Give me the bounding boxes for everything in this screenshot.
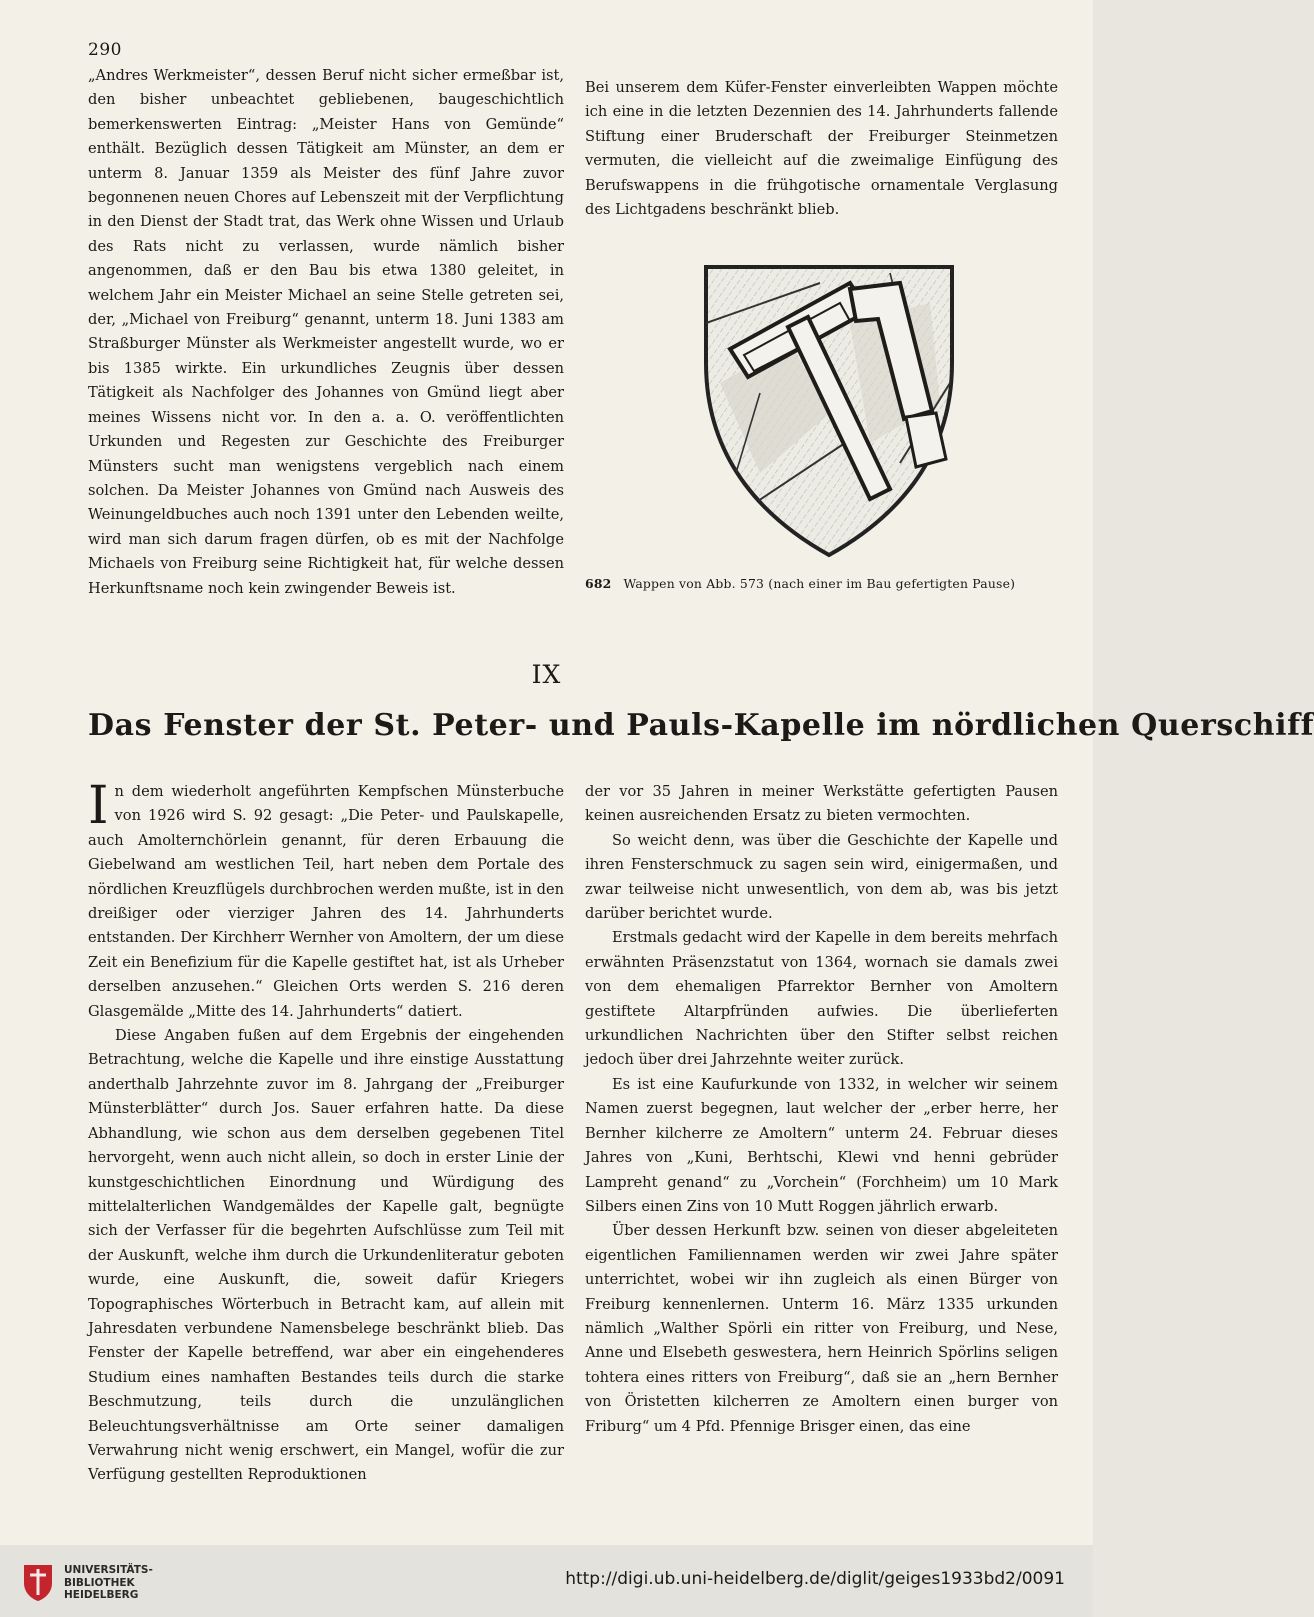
stonemason-shield-image	[700, 263, 958, 563]
source-url-link[interactable]: http://digi.ub.uni-heidelberg.de/diglit/geiges1933bd2/0091	[565, 1569, 1065, 1589]
text-column-bottom-left	[88, 776, 564, 1488]
footer-bar	[0, 1545, 1093, 1617]
chapter-title: Das Fenster der St. Peter- und Pauls-Kapelle im nördlichen Querschiff	[88, 708, 1314, 743]
library-name-line: HEIDELBERG	[64, 1589, 139, 1601]
paragraph: Es ist eine Kaufurkunde von 1332, in welcher wir seinem Namen zuerst begegnen, laut welcher der „erber herre, her Bernher kilcherre ze Amoltern“ unterm 24. Februar dieses Jahres von „Kuni, Berhtschi, Klewi vnd henni gebrüder Lampreht genand“ zu „Vorchein“ (Forchheim) um 10 Mark Silbers einen Zins von 10 Mutt Roggen jährlich erwarb.	[585, 1075, 1058, 1215]
page-number: 290	[88, 40, 122, 60]
paragraph: Bei unserem dem Küfer-Fenster einverleibten Wappen möchte ich eine in die letzten Dezennien des 14. Jahrhunderts fallende Stiftung einer Bruderschaft der Freiburger Steinmetzen vermuten, die vielleicht auf die zweimalige Einfügung des Berufswappens in die frühgotische ornamentale Verglasung des Lichtgadens beschränkt blieb.	[585, 79, 1058, 219]
library-logo-icon	[22, 1561, 54, 1603]
paragraph: Erstmals gedacht wird der Kapelle in dem bereits mehrfach erwähnten Präsenzstatut von 1364, wornach sie damals zwei von dem ehemaligen Pfarrektor Bernher von Amoltern gestiftete Altarpfründen aufwies. Die überlieferten urkundlichen Nachrichten über den Stifter selbst reichen jedoch über drei Jahrzehnte weiter zurück.	[585, 929, 1058, 1069]
chapter-numeral: IX	[531, 660, 562, 689]
text-column-top-left	[88, 64, 564, 601]
paragraph: der vor 35 Jahren in meiner Werkstätte gefertigten Pausen keinen ausreichenden Ersatz zu bieten vermochten.	[585, 783, 1058, 825]
drop-cap: I	[88, 776, 109, 836]
paragraph: Diese Angaben fußen auf dem Ergebnis der eingehenden Betrachtung, welche die Kapelle und ihre einstige Ausstattung anderthalb Jahrzehnte zuvor im 8. Jahrgang der „Freiburger Münsterblätter“ durch Jos. Sauer erfahren hatte. Da diese Abhandlung, wie schon aus dem derselben gegebenen Titel hervorgeht, wenn auch nicht allein, so doch in erster Linie der kunstgeschichtlichen Einordnung und Würdigung des mittelalterlichen Wandgemäldes der Kapelle galt, begnügte sich der Verfasser für die begehrten Aufschlüsse zum Teil mit der Auskunft, welche ihm durch die Urkundenliteratur geboten wurde, eine Auskunft, die, soweit dafür Kriegers Topographisches Wörterbuch in Betracht kam, auf allein mit Jahresdaten verbundene Namensbelege beschränkt blieb. Das Fenster der Kapelle betreffend, war aber ein eingehenderes Studium eines namhaften Bestandes teils durch die starke Beschmutzung, teils durch die unzulänglichen Beleuchtungsverhältnisse am Orte seiner damaligen Verwahrung nicht wenig erschwert, ein Mangel, wofür die zur Verfügung gestellten Reproduktionen	[88, 1027, 564, 1484]
paragraph: „Andres Werkmeister“, dessen Beruf nicht sicher ermeßbar ist, den bisher unbeachtet gebliebenen, baugeschichtlich bemerkenswerten Eintrag: „Meister Hans von Gemünde“ enthält. Bezüglich dessen Tätigkeit am Münster, an dem er unterm 8. Januar 1359 als Meister des fünf Jahre zuvor begonnenen neuen Chores auf Lebenszeit mit der Verpflichtung in den Dienst der Stadt trat, das Werk ohne Wissen und Urlaub des Rats nicht zu verlassen, wurde nämlich bisher angenommen, daß er den Bau bis etwa 1380 geleitet, in welchem Jahr ein Meister Michael an seine Stelle getreten sei, der, „Michael von Freiburg“ genannt, unterm 18. Juni 1383 am Straßburger Münster als Werkmeister angestellt wurde, wo er bis 1385 wirkte. Ein urkundliches Zeugnis über dessen Tätigkeit als Nachfolger des Johannes von Gmünd liegt aber meines Wissens nicht vor. In den a. a. O. veröffentlichten Urkunden und Regesten zur Geschichte des Freiburger Münsters sucht man wenigstens vergeblich nach einem solchen. Da Meister Johannes von Gmünd nach Ausweis des Weinungeldbuches auch noch 1391 unter den Lebenden weilte, wird man sich darum fragen dürfen, ob es mit der Nachfolge Michaels von Freiburg seine Richtigkeit hat, für welche dessen Herkunftsname noch kein zwingender Beweis ist.	[88, 67, 564, 597]
figure-number: 682	[585, 576, 612, 591]
paragraph-group	[88, 776, 564, 1488]
library-name-line: BIBLIOTHEK	[64, 1576, 135, 1589]
library-name-line: UNIVERSITÄTS-	[64, 1564, 153, 1576]
paragraph-group	[585, 780, 1058, 1439]
paragraph: n dem wiederholt angeführten Kempfschen Münsterbuche von 1926 wird S. 92 gesagt: „Die Peter- und Paulskapelle, auch Amolternchörlein genannt, für deren Erbauung die Giebelwand am westlichen Teil, hart neben dem Portale des nördlichen Kreuzflügels durchbrochen werden mußte, ist in den dreißiger oder vierziger Jahren des 14. Jahrhunderts entstanden. Der Kirchherr Wernher von Amoltern, der um diese Zeit ein Benefizium für die Kapelle gestiftet hat, ist als Urheber derselben anzusehen.“ Gleichen Orts werden S. 216 deren Glasgemälde „Mitte des 14. Jahrhunderts“ datiert.	[88, 783, 564, 1020]
paragraph: Über dessen Herkunft bzw. seinen von dieser abgeleiteten eigentlichen Familiennamen werden wir zwei Jahre später unterrichtet, wobei wir ihn zugleich als einen Bürger von Freiburg kennenlernen. Unterm 16. März 1335 urkunden nämlich „Walther Spörli ein ritter von Freiburg, und Nese, Anne und Elsebeth geswestera, hern Heinrich Spörlins seligen tohtera eines ritters von Freiburg“, daß sie an „hern Bernher von Öristetten kilcherren ze Amoltern einen burger von Friburg“ um 4 Pfd. Pfennige Brisger einen, das eine	[585, 1222, 1058, 1435]
figure-caption	[585, 576, 1058, 591]
paragraph: So weicht denn, was über die Geschichte der Kapelle und ihren Fensterschmuck zu sagen sein wird, einigermaßen, und zwar teilweise nicht unwesentlich, von dem ab, was bis jetzt darüber berichtet wurde.	[585, 831, 1058, 923]
coat-of-arms-figure	[700, 263, 958, 563]
library-name	[64, 1564, 153, 1602]
figure-caption-text: Wappen von Abb. 573 (nach einer im Bau gefertigten Pause)	[623, 576, 1016, 591]
text-column-bottom-right	[585, 780, 1058, 1439]
text-column-top-right	[585, 76, 1058, 222]
